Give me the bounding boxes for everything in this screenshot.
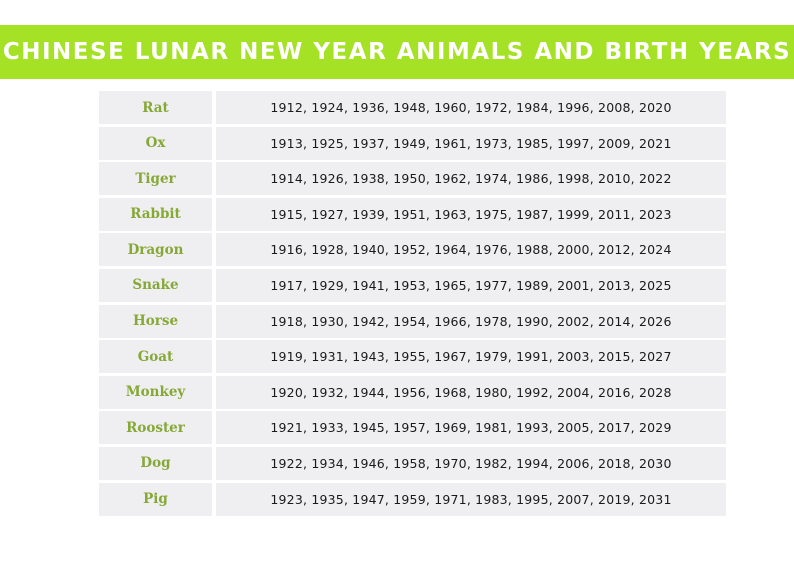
birth-years: 1918, 1930, 1942, 1954, 1966, 1978, 1990, 2002, 2014, 2026	[216, 305, 726, 338]
animal-name: Tiger	[99, 162, 212, 195]
animal-name: Dragon	[99, 233, 212, 266]
animal-name: Rat	[99, 91, 212, 124]
table-row	[99, 447, 726, 480]
birth-years: 1916, 1928, 1940, 1952, 1964, 1976, 1988, 2000, 2012, 2024	[216, 233, 726, 266]
table-row	[99, 91, 726, 124]
birth-years: 1913, 1925, 1937, 1949, 1961, 1973, 1985, 1997, 2009, 2021	[216, 127, 726, 160]
animal-name: Goat	[99, 340, 212, 373]
animal-name: Monkey	[99, 376, 212, 409]
animal-name: Dog	[99, 447, 212, 480]
animal-name: Horse	[99, 305, 212, 338]
animal-name: Rabbit	[99, 198, 212, 231]
table-row	[99, 305, 726, 338]
animal-name: Snake	[99, 269, 212, 302]
animal-name: Rooster	[99, 411, 212, 444]
birth-years: 1914, 1926, 1938, 1950, 1962, 1974, 1986, 1998, 2010, 2022	[216, 162, 726, 195]
birth-years: 1922, 1934, 1946, 1958, 1970, 1982, 1994, 2006, 2018, 2030	[216, 447, 726, 480]
birth-years: 1912, 1924, 1936, 1948, 1960, 1972, 1984, 1996, 2008, 2020	[216, 91, 726, 124]
birth-years: 1923, 1935, 1947, 1959, 1971, 1983, 1995, 2007, 2019, 2031	[216, 483, 726, 516]
table-row	[99, 233, 726, 266]
birth-years: 1915, 1927, 1939, 1951, 1963, 1975, 1987, 1999, 2011, 2023	[216, 198, 726, 231]
table-row	[99, 483, 726, 516]
table-row	[99, 198, 726, 231]
table-row	[99, 411, 726, 444]
animal-name: Ox	[99, 127, 212, 160]
birth-years: 1917, 1929, 1941, 1953, 1965, 1977, 1989, 2001, 2013, 2025	[216, 269, 726, 302]
birth-years: 1920, 1932, 1944, 1956, 1968, 1980, 1992, 2004, 2016, 2028	[216, 376, 726, 409]
title-banner	[0, 25, 794, 79]
table-row	[99, 340, 726, 373]
birth-years: 1921, 1933, 1945, 1957, 1969, 1981, 1993, 2005, 2017, 2029	[216, 411, 726, 444]
birth-years: 1919, 1931, 1943, 1955, 1967, 1979, 1991, 2003, 2015, 2027	[216, 340, 726, 373]
table-row	[99, 376, 726, 409]
table-row	[99, 162, 726, 195]
zodiac-table	[99, 91, 726, 518]
page-title: CHINESE LUNAR NEW YEAR ANIMALS AND BIRTH YEARS	[2, 39, 792, 65]
animal-name: Pig	[99, 483, 212, 516]
table-row	[99, 269, 726, 302]
table-row	[99, 127, 726, 160]
